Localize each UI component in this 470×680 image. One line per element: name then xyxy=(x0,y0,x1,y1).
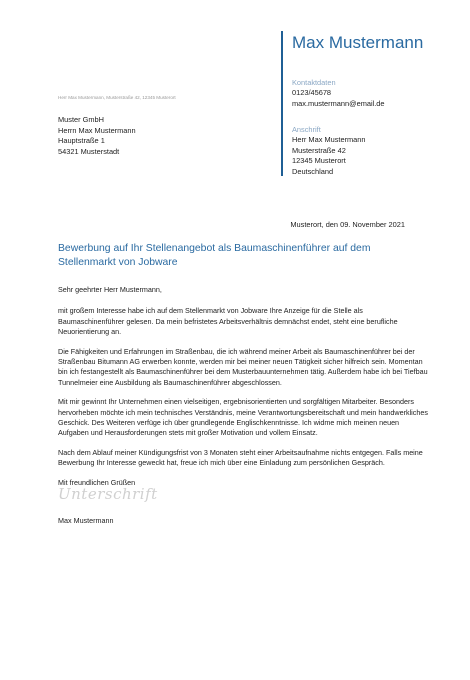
closing: Mit freundlichen Grüßen xyxy=(58,478,136,488)
body-paragraph: Nach dem Ablauf meiner Kündigungsfrist von 3 Monaten steht einer Arbeitsaufnahme nichts entgegen. Falls meine Bewerbung Ihr Interesse geweckt hat, freue ich mich über eine Einladung zum persönlichen Gespräch. xyxy=(58,448,423,468)
salutation: Sehr geehrter Herr Mustermann, xyxy=(58,285,162,294)
contact-label: Kontaktdaten xyxy=(292,78,336,87)
letter-body xyxy=(58,285,430,498)
recipient-line: Hauptstraße 1 xyxy=(58,136,105,146)
body-paragraph: Die Fähigkeiten und Erfahrungen im Straßenbau, die ich während meiner Arbeit als Baumaschinenführer bei der Straßenbau Bitumann AG erwerben konnte, werden mir bei meiner neuen Tätigkeit sicher hilfreich sein. Momentan bin ich festangestellt als Baumaschinenführer bei dem Musterbauunternehmen tätig. Außerdem habe ich bei Tiefbau Tunnelmeier eine Ausbildung als Baumaschinenführer abgeschlossen. xyxy=(58,346,428,387)
header-divider xyxy=(281,31,283,176)
address-line: Herr Max Mustermann xyxy=(292,135,366,144)
recipient-line: Muster GmbH xyxy=(58,115,104,124)
recipient-address xyxy=(58,115,136,157)
body-paragraph: Mit mir gewinnt Ihr Unternehmen einen vielseitigen, ergebnisorientierten und sorgfältigen Mitarbeiter. Besonders hervorheben möchte ich mein technisches Verständnis, meine Verantwortungsbereitschaft und mein handwerkliches Geschick. Des Weiteren verfüge ich über grundlegende Englischkenntnisse. Ich widme mich meinen neuen Aufgaben und Herausforderungen stets mit großer Motivation und vollem Einsatz. xyxy=(58,397,428,438)
address-line: 12345 Musterort xyxy=(292,156,346,166)
address-line: Musterstraße 42 xyxy=(292,145,346,155)
address-line: Deutschland xyxy=(292,166,334,176)
recipient-line: Herrn Max Mustermann xyxy=(58,125,136,135)
signer-name: Max Mustermann xyxy=(58,516,114,525)
contact-email: max.mustermann@email.de xyxy=(292,98,385,108)
letter-date: Musterort, den 09. November 2021 xyxy=(290,220,405,229)
recipient-line: 54321 Musterstadt xyxy=(58,146,120,156)
applicant-name: Max Mustermann xyxy=(292,33,424,52)
sender-return-line: Herr Max Mustermann, Musterstraße 42, 12345 Musterort xyxy=(58,95,176,100)
address-label: Anschrift xyxy=(292,125,321,134)
contact-phone: 0123/45678 xyxy=(292,88,332,97)
body-paragraph: mit großem Interesse habe ich auf dem Stellenmarkt von Jobware Ihre Anzeige für die Stelle als Baumaschinenführer gelesen. Da mein befristetes Arbeitsverhältnis demnächst endet, steht eine berufliche Neuorientierung an. xyxy=(58,306,398,336)
signature-placeholder: Unterschrift xyxy=(58,485,158,503)
letter-subject: Bewerbung auf Ihr Stellenangebot als Baumaschinenführer auf dem Stellenmarkt von Jobware xyxy=(58,243,371,268)
